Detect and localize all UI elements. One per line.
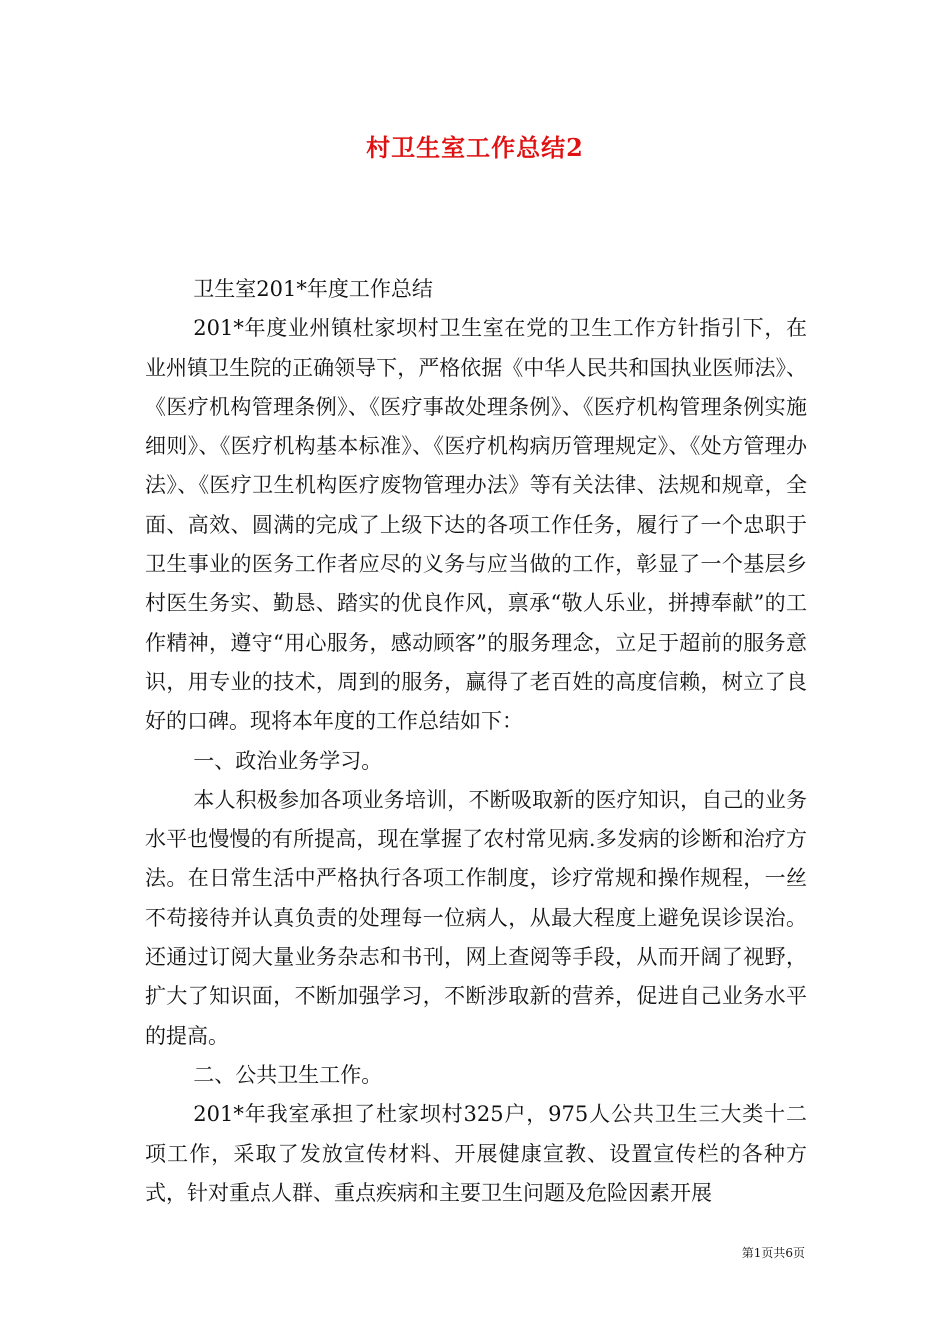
paragraph-public-health: 201*年我室承担了杜家坝村325户，975人公共卫生三大类十二项工作，采取了发放宣传材料、开展健康宣教、设置宣传栏的各种方式，针对重点人群、重点疾病和主要卫生问题及危险因素开展: [145, 1102, 807, 1205]
paragraph-subtitle: 卫生室201*年度工作总结: [193, 277, 433, 301]
paragraph-intro: 201*年度业州镇杜家坝村卫生室在党的卫生工作方针指引下，在业州镇卫生院的正确领导下，严格依据《中华人民共和国执业医师法》、《医疗机构管理条例》、《医疗事故处理条例》、《医疗机构管理条例实施细则》、《医疗机构基本标准》、《医疗机构病历管理规定》、《处方管理办法》、《医疗卫生机构医疗废物管理办法》等有关法律、法规和规章，全面、高效、圆满的完成了上级下达的各项工作任务，履行了一个忠职于卫生事业的医务工作者应尽的义务与应当做的工作，彰显了一个基层乡村医生务实、勤恳、踏实的优良作风，禀承“敬人乐业，拼搏奉献”的工作精神，遵守“用心服务，感动顾客”的服务理念，立足于超前的服务意识，用专业的技术，周到的服务，赢得了老百姓的高度信赖，树立了良好的口碑。现将本年度的工作总结如下：: [145, 316, 807, 734]
page-number: 第1页共6页: [741, 1246, 805, 1260]
paragraph-political-study: 本人积极参加各项业务培训，不断吸取新的医疗知识，自己的业务水平也慢慢的有所提高，现在掌握了农村常见病.多发病的诊断和治疗方法。在日常生活中严格执行各项工作制度，诊疗常规和操作规程，一丝不苟接待并认真负责的处理每一位病人，从最大程度上避免误诊误治。还通过订阅大量业务杂志和书刊，网上查阅等手段，从而开阔了视野，扩大了知识面，不断加强学习，不断涉取新的营养，促进自己业务水平的提高。: [145, 787, 807, 1048]
section-heading-political-study: 一、政治业务学习。: [193, 748, 383, 773]
section-heading-public-health: 二、公共卫生工作。: [193, 1062, 383, 1087]
document-body: [145, 270, 807, 1213]
document-title: 村卫生室工作总结2: [366, 133, 584, 162]
